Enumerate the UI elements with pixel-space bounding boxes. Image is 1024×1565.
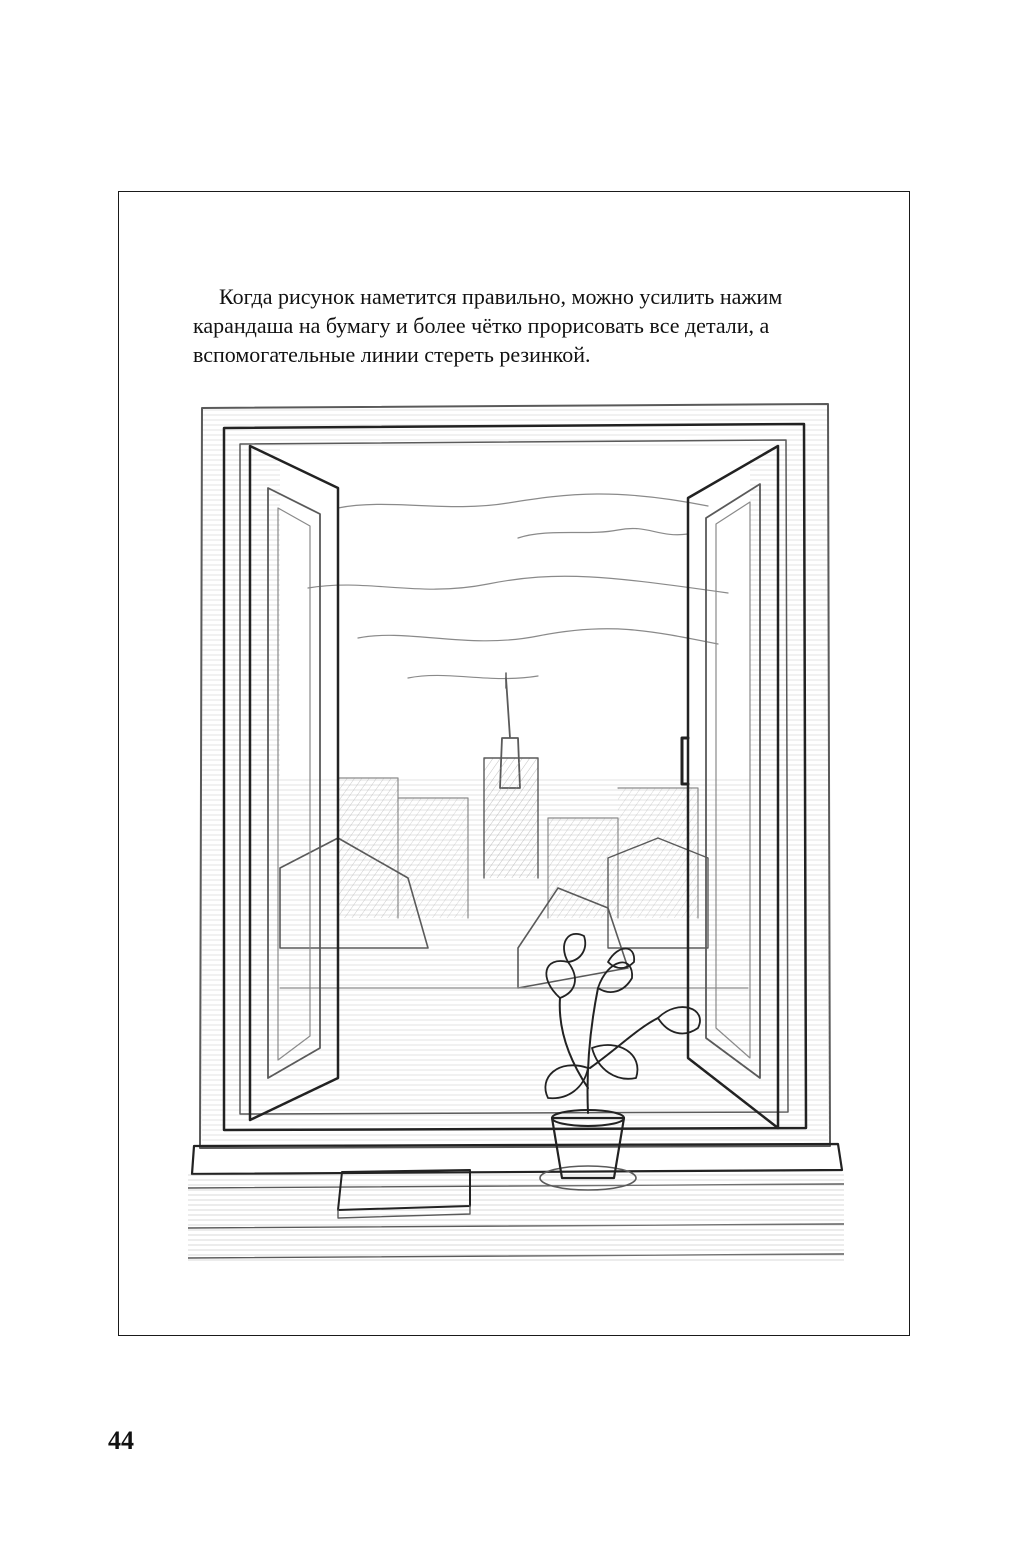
window-illustration xyxy=(188,388,844,1268)
caption-text: Когда рисунок наметится правильно, можно усилить нажим карандаша на бумагу и более чётко прорисовать все детали, а вспомогательные линии стереть резинкой. xyxy=(193,284,783,367)
sky xyxy=(280,448,750,778)
window-sill xyxy=(188,1144,844,1264)
page-number: 44 xyxy=(108,1426,134,1455)
